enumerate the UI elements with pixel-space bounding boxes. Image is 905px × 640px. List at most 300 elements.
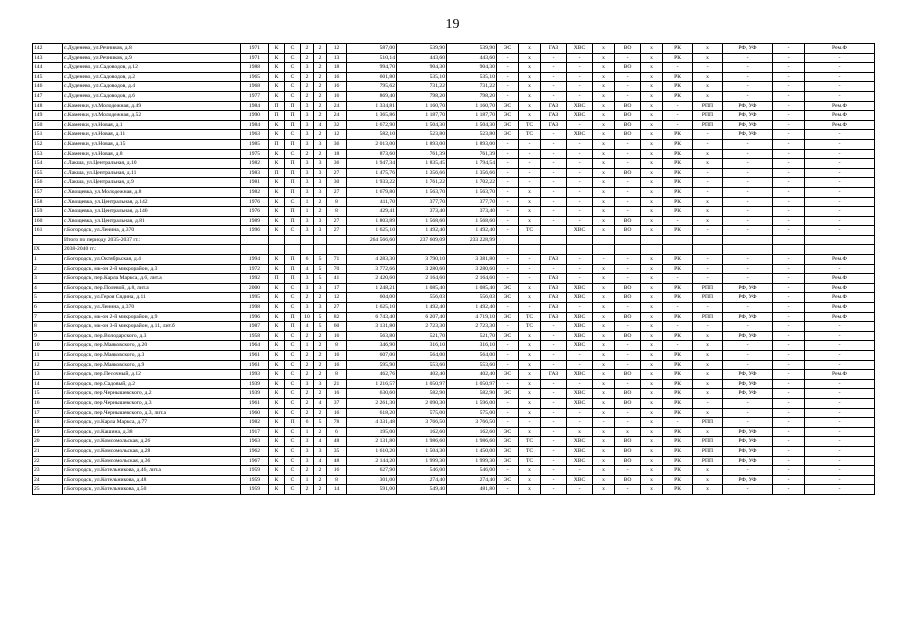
table-cell: К (269, 379, 285, 389)
table-cell: 2 (301, 351, 314, 361)
table-cell: - (567, 207, 593, 217)
table-cell: 591,00 (347, 485, 397, 495)
table-cell: С (285, 341, 301, 351)
table-cell: - (773, 255, 805, 265)
table-row (33, 485, 875, 495)
table-cell: 316,10 (397, 341, 447, 351)
table-cell: х (593, 91, 615, 101)
table-cell: 18 (33, 418, 63, 428)
table-cell: К (269, 216, 285, 226)
table-cell: х (519, 207, 541, 217)
table-cell: х (593, 82, 615, 92)
table-cell: ЭС (497, 475, 519, 485)
table-cell (519, 235, 541, 245)
table-cell: РПП (693, 111, 723, 121)
table-cell: с.Дуденево, ул.Садоводов, д.4 (63, 82, 241, 92)
table-cell: - (541, 63, 567, 73)
table-cell: - (773, 168, 805, 178)
table-cell: 70 (327, 264, 347, 274)
table-cell: - (773, 360, 805, 370)
table-cell: П (285, 216, 301, 226)
table-cell: С (285, 485, 301, 495)
table-cell: С (285, 456, 301, 466)
table-cell: 155 (33, 168, 63, 178)
table-cell: 3 (301, 274, 314, 284)
table-cell: 2 164,60 (447, 274, 497, 284)
table-cell: х (693, 197, 723, 207)
table-cell: х (593, 63, 615, 73)
table-cell: К (269, 389, 285, 399)
table-cell: П (285, 322, 301, 332)
table-cell: 630,60 (347, 389, 397, 399)
table-row (33, 159, 875, 169)
table-cell: 35 (327, 446, 347, 456)
table-cell: П (285, 418, 301, 428)
table-cell: 1976 (241, 207, 269, 217)
table-cell: 1961 (241, 351, 269, 361)
table-cell: х (593, 120, 615, 130)
table-cell: 2 (301, 485, 314, 495)
table-cell: 1963 (241, 437, 269, 447)
table-cell: - (773, 370, 805, 380)
table-cell: 3 (301, 159, 314, 169)
table-cell: 30 (327, 178, 347, 188)
table-cell: - (723, 187, 773, 197)
table-cell: РПП (693, 283, 723, 293)
table-row (33, 341, 875, 351)
table-cell: х (519, 475, 541, 485)
table-cell: 1 085,40 (397, 283, 447, 293)
table-cell: 402,40 (397, 370, 447, 380)
table-cell: РК (663, 475, 693, 485)
table-cell: 3 (301, 216, 314, 226)
table-cell: - (723, 360, 773, 370)
table-cell: К (269, 331, 285, 341)
table-cell: х (641, 149, 663, 159)
table-cell: х (593, 53, 615, 63)
table-cell: 2 090,30 (397, 398, 447, 408)
table-cell: - (773, 274, 805, 284)
table-cell: х (693, 466, 723, 476)
table-cell: х (519, 72, 541, 82)
table-cell: 32 (327, 120, 347, 130)
table-cell: - (805, 446, 875, 456)
table-cell: - (519, 418, 541, 428)
table-cell: ВО (615, 312, 641, 322)
table-cell: - (723, 82, 773, 92)
table-cell: 1 504,30 (397, 446, 447, 456)
table-body (33, 44, 875, 495)
table-cell: х (641, 379, 663, 389)
table-cell: - (615, 418, 641, 428)
table-cell: - (773, 283, 805, 293)
table-cell: - (567, 351, 593, 361)
table-cell: К (269, 485, 285, 495)
table-cell: П (285, 312, 301, 322)
table-cell: Рем.Ф (805, 303, 875, 313)
table-cell: 2 (301, 408, 314, 418)
table-cell: 1995 (241, 293, 269, 303)
table-cell: х (693, 351, 723, 361)
table-cell: РК (663, 130, 693, 140)
table-cell: 147 (33, 91, 63, 101)
table-cell: РК (663, 446, 693, 456)
table-cell: х (593, 264, 615, 274)
table-cell: 1 492,40 (397, 303, 447, 313)
table-cell: х (593, 331, 615, 341)
table-cell: 17 (33, 408, 63, 418)
table-cell: - (615, 149, 641, 159)
table-cell: - (773, 44, 805, 54)
table-cell: Рем.Ф (805, 120, 875, 130)
table-cell (641, 235, 663, 245)
table-row (33, 389, 875, 399)
table-cell: К (269, 149, 285, 159)
table-cell: с.Лакша, ул.Центральная, д.11 (63, 168, 241, 178)
table-cell: - (723, 466, 773, 476)
table-cell: х (593, 72, 615, 82)
table-cell: 2 164,60 (397, 274, 447, 284)
table-cell: - (693, 168, 723, 178)
table-cell: РФ, УФ (723, 101, 773, 111)
table-cell: 798,20 (397, 91, 447, 101)
table-cell: 27 (327, 226, 347, 236)
table-cell: - (663, 341, 693, 351)
table-cell: С (285, 72, 301, 82)
table-cell: с.Каменки, ул.Новая, д.11 (63, 130, 241, 140)
table-cell (285, 235, 301, 245)
table-cell: П (269, 111, 285, 121)
table-cell: 1976 (241, 197, 269, 207)
table-cell: х (641, 130, 663, 140)
table-cell: РК (663, 427, 693, 437)
table-cell: - (773, 418, 805, 428)
table-cell: 2 (314, 130, 327, 140)
table-cell: 1 625,10 (347, 226, 397, 236)
table-cell: х (641, 178, 663, 188)
table-cell: х (693, 207, 723, 217)
table-cell: х (519, 44, 541, 54)
table-cell: С (285, 82, 301, 92)
table-cell: 535,10 (447, 72, 497, 82)
table-cell: - (773, 389, 805, 399)
table-cell: х (641, 187, 663, 197)
table-cell: С (285, 389, 301, 399)
table-cell: 17 (327, 283, 347, 293)
table-cell: х (641, 168, 663, 178)
table-cell: 1 568,60 (397, 216, 447, 226)
table-row (33, 446, 875, 456)
table-cell: х (641, 293, 663, 303)
table-cell: х (641, 159, 663, 169)
table-row (33, 283, 875, 293)
table-cell: - (497, 139, 519, 149)
table-row (33, 178, 875, 188)
table-cell: г.Богородск, пер.Садовый, д.2 (63, 379, 241, 389)
table-cell: 556,03 (397, 293, 447, 303)
table-row (33, 197, 875, 207)
table-cell: - (723, 322, 773, 332)
table-cell: 1917 (241, 427, 269, 437)
table-cell: - (805, 427, 875, 437)
table-cell: - (805, 159, 875, 169)
table-cell: 373,40 (447, 207, 497, 217)
table-cell: - (773, 303, 805, 313)
table-cell: 3 (301, 101, 314, 111)
table-cell (693, 245, 723, 255)
table-cell: 6 (33, 303, 63, 313)
table-cell: - (773, 91, 805, 101)
table-cell: х (593, 360, 615, 370)
table-cell: - (567, 178, 593, 188)
table-cell: - (615, 379, 641, 389)
table-cell: Рем.Ф (805, 101, 875, 111)
table-cell: РФ, УФ (723, 456, 773, 466)
table-cell: 1 986,60 (447, 437, 497, 447)
table-cell (314, 245, 327, 255)
table-cell: г.Богородск, мк-он 2-й микрорайон, д.9 (63, 312, 241, 322)
table-cell: - (615, 197, 641, 207)
table-cell: - (723, 418, 773, 428)
table-cell: х (519, 379, 541, 389)
table-cell: 1 893,00 (447, 139, 497, 149)
table-cell: 4 719,10 (447, 312, 497, 322)
table-cell: 1 187,70 (447, 111, 497, 121)
table-cell: 8 (33, 322, 63, 332)
table-cell (693, 235, 723, 245)
table-cell: 429,41 (347, 207, 397, 217)
table-cell: - (773, 216, 805, 226)
table-cell: - (615, 322, 641, 332)
table-cell: К (269, 178, 285, 188)
table-cell: - (497, 360, 519, 370)
table-cell: 2000 (241, 283, 269, 293)
table-cell: - (541, 418, 567, 428)
table-cell: 2 (301, 149, 314, 159)
table-cell: РК (663, 408, 693, 418)
table-cell: 3 (314, 159, 327, 169)
table-cell: К (269, 303, 285, 313)
table-cell: - (615, 341, 641, 351)
table-cell: С (285, 408, 301, 418)
table-cell: 20 (33, 437, 63, 447)
table-cell: 1967 (241, 456, 269, 466)
table-cell: г.Богородск, ул.Котельникова, д.48 (63, 475, 241, 485)
table-cell: - (567, 418, 593, 428)
table-cell: - (805, 351, 875, 361)
table-cell: К (269, 466, 285, 476)
table-cell: 3 131,80 (347, 322, 397, 332)
table-cell: 1 160,70 (447, 101, 497, 111)
table-cell: - (497, 168, 519, 178)
table-cell: С (285, 197, 301, 207)
table-cell: г.Богородск, ул.Кашина, д.38 (63, 427, 241, 437)
table-cell: 3 (301, 187, 314, 197)
table-cell: х (693, 379, 723, 389)
table-cell: 3 (301, 303, 314, 313)
table-cell: х (641, 331, 663, 341)
table-cell: С (285, 331, 301, 341)
table-cell: РК (663, 178, 693, 188)
table-cell: ХВС (567, 226, 593, 236)
table-cell: РФ, УФ (723, 293, 773, 303)
table-cell: 2 723,30 (447, 322, 497, 332)
table-cell: К (269, 91, 285, 101)
table-cell: П (285, 101, 301, 111)
table-cell: ВО (615, 389, 641, 399)
table-cell: ВО (615, 331, 641, 341)
table-cell: - (805, 216, 875, 226)
table-cell: 41 (327, 274, 347, 284)
table-cell: с.Хвощевка, ул.Молодежная, д.8 (63, 187, 241, 197)
table-cell: - (615, 255, 641, 265)
table-cell: 24 (327, 111, 347, 121)
table-cell: - (773, 53, 805, 63)
table-cell: 18 (327, 63, 347, 73)
table-row (33, 331, 875, 341)
table-cell: ЭС (497, 446, 519, 456)
table-cell: х (593, 283, 615, 293)
table-cell: - (805, 53, 875, 63)
table-cell: РПП (693, 101, 723, 111)
table-cell: 1960 (241, 408, 269, 418)
table-cell (723, 245, 773, 255)
table-cell: - (663, 418, 693, 428)
table-cell: 3 (301, 63, 314, 73)
table-cell: 162,60 (397, 427, 447, 437)
table-cell (773, 245, 805, 255)
table-cell: 2 (314, 149, 327, 159)
table-cell: 1 356,66 (447, 168, 497, 178)
table-cell: - (773, 351, 805, 361)
table-cell: х (593, 370, 615, 380)
table-cell: К (269, 283, 285, 293)
table-cell: 5 (314, 312, 327, 322)
table-cell: 539,90 (447, 44, 497, 54)
table-row (33, 360, 875, 370)
table-cell: 1989 (241, 216, 269, 226)
table-cell: 148 (33, 101, 63, 111)
table-cell: г.Богородск, пер.Чернышевского, д.3, лит.а (63, 408, 241, 418)
table-cell (33, 235, 63, 245)
table-cell: 2 (301, 360, 314, 370)
table-cell: ВО (615, 111, 641, 121)
table-cell: 3 (301, 226, 314, 236)
table-cell: - (519, 159, 541, 169)
table-cell: г.Богородск, пер.Полевой, д.8, лит.а (63, 283, 241, 293)
table-cell: К (269, 207, 285, 217)
table-cell: 2 (314, 63, 327, 73)
table-cell: 151 (33, 130, 63, 140)
table-cell: 1985 (241, 139, 269, 149)
table-cell: - (693, 187, 723, 197)
table-cell: 564,00 (447, 351, 497, 361)
table-cell: РПП (693, 446, 723, 456)
table-cell: 1 947,34 (347, 159, 397, 169)
table-cell: х (693, 427, 723, 437)
table-cell: - (567, 168, 593, 178)
table-cell: РК (663, 331, 693, 341)
table-cell: П (285, 120, 301, 130)
table-cell: РФ, УФ (723, 389, 773, 399)
table-cell: ЭС (497, 437, 519, 447)
table-cell: х (593, 207, 615, 217)
table-cell: ВО (615, 398, 641, 408)
table-row (33, 312, 875, 322)
table-cell: - (723, 274, 773, 284)
table-cell: 1 050,97 (397, 379, 447, 389)
table-row (33, 255, 875, 265)
table-cell: г.Богородск, пер.Маяковского, д.3 (63, 351, 241, 361)
table-cell: 1 (301, 207, 314, 217)
table-row (33, 456, 875, 466)
table-cell: РК (663, 187, 693, 197)
table-cell: С (285, 91, 301, 101)
table-cell: - (723, 226, 773, 236)
table-cell: - (567, 187, 593, 197)
table-cell: 21 (327, 379, 347, 389)
table-cell: 1992 (241, 274, 269, 284)
table-cell: х (641, 456, 663, 466)
table-row (33, 351, 875, 361)
table-cell: К (269, 255, 285, 265)
table-cell: 1958 (241, 331, 269, 341)
table-cell: х (641, 139, 663, 149)
table-cell: Итого по периоду 2035-2037 гг.: (63, 235, 241, 245)
table-cell: - (723, 207, 773, 217)
table-cell (519, 245, 541, 255)
table-cell: - (773, 456, 805, 466)
table-cell: х (519, 111, 541, 121)
table-cell: - (663, 63, 693, 73)
table-cell: х (693, 72, 723, 82)
table-cell: 274,40 (447, 475, 497, 485)
table-cell: 1 672,90 (347, 120, 397, 130)
table-cell: х (593, 437, 615, 447)
table-cell: 2 (314, 389, 327, 399)
table-cell: 274,40 (397, 475, 447, 485)
table-cell: 14 (327, 485, 347, 495)
table-cell: ТС (519, 312, 541, 322)
table-cell: 1 504,30 (397, 120, 447, 130)
table-cell: с.Дуденево, ул.Речников, д.9 (63, 53, 241, 63)
table-cell: - (773, 82, 805, 92)
table-cell: х (593, 187, 615, 197)
table-cell: - (567, 91, 593, 101)
table-cell: 3 (33, 274, 63, 284)
table-cell: 5 (314, 274, 327, 284)
table-cell: РПП (693, 418, 723, 428)
table-cell: К (269, 72, 285, 82)
table-cell: ЭС (497, 130, 519, 140)
table-cell: К (269, 120, 285, 130)
table-cell: С (285, 283, 301, 293)
table-cell: 994,70 (347, 63, 397, 73)
table-cell: ЭС (497, 427, 519, 437)
table-cell: 6 743,40 (347, 312, 397, 322)
table-cell: С (285, 398, 301, 408)
table-cell: С (285, 44, 301, 54)
table-cell: ВО (615, 101, 641, 111)
table-cell (805, 245, 875, 255)
table-cell: 1962 (241, 446, 269, 456)
table-cell: - (541, 82, 567, 92)
table-cell: 3 772,66 (347, 264, 397, 274)
table-cell: 12 (327, 44, 347, 54)
table-cell: 16 (327, 91, 347, 101)
table-cell: 462,76 (347, 370, 397, 380)
table-cell: ГАЗ (541, 274, 567, 284)
